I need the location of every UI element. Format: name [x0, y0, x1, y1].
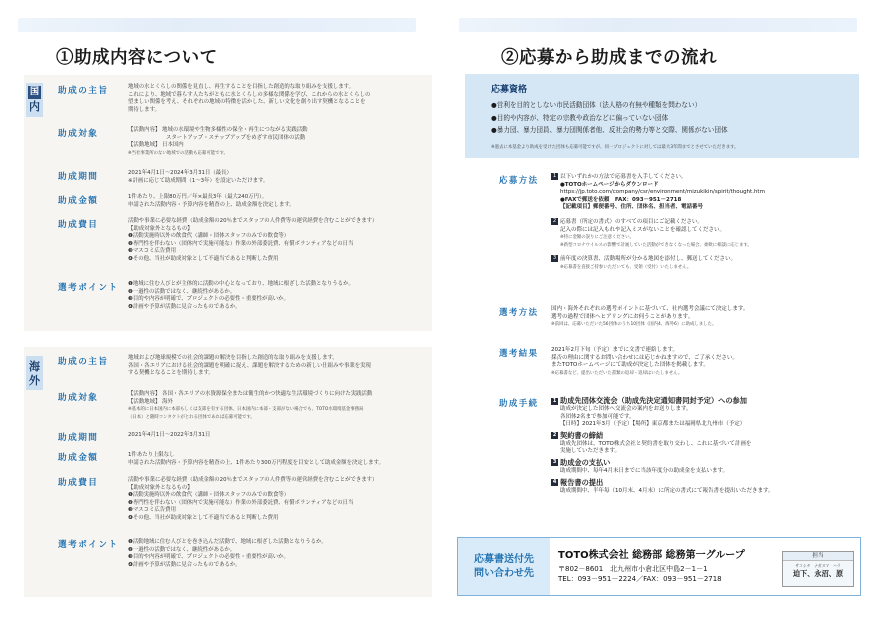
domestic-tag: 内 [29, 100, 40, 113]
domestic-hiyo: 活動や事業に必要な経費（助成金額の20％までスタッフの人件費等の運営経費を含むことができます） 【助成対象外となるもの】 ❶活動実施時以外の飲食代（講師・団体スタッフのみでの飲食等） ❷専門性を伴わない（団体内で実施可能な）作業の外部委託費、有償ボランティアなどの日当 ❸マスコミ広告費用 ❹その他、当社が助成対象として不適当であると判断した費用 [128, 218, 378, 262]
domestic-taisho: 【活動内容】 地域の水環境や生物多様性の保全・再生につながる実践活動 スタートアップ・ステップアップをめざす市民団体の活動 【活動地域】 日本国内 ※当社事業所のない地域での活動も応募可能です。 [128, 127, 308, 156]
right-page [449, 0, 867, 618]
domestic-kingaku-label: 助成金額 [58, 196, 99, 206]
overseas-taisho: 【活動内容】 各国・各エリアの水資源保全または衛生的かつ快適な生活環境づくりに向けた実践活動 【活動地域】 海外 ※基本的に日本国内に本部もしくは支部を有する団体。日本国内に本部・支部がない場合でも、TOTO水環境基金事務局 （日本）と随時コンタクトがとれる団体であれば応募可能です。 [128, 391, 373, 420]
method-label: 応募方法 [499, 175, 539, 185]
domestic-hiyo-label: 助成費目 [58, 220, 99, 230]
overseas-kingaku-label: 助成金額 [58, 453, 99, 463]
overseas-shushi-label: 助成の主旨 [58, 357, 109, 367]
result-label: 選考結果 [499, 348, 539, 358]
qualification-note: ※過去に本基金より助成を受けた団体も応募可能ですが、同一プロジェクトに対しては最大3年間までとさせていただきます。 [491, 145, 739, 150]
overseas-taisho-label: 助成対象 [58, 393, 99, 403]
procedure-steps: 1 助成先団体交流会（助成先決定通知書同封予定）への参加 助成が決定した団体へ交流会の案内をお送りします。 各団体2名まで参加可能です。 【日時】2021年3月（予定）【場所】東京都または福岡県北九州市（予定） 2 契約書の締結 助成先団体は、TOTO株式会社と契約書を取り交わし、これに基づいて計画を 実施していただきます。 3 助成金の支払い 助成期間中、毎年4月末日までに当該年度分の助成金を支払います。 4 報告書の提出 助成期間中、半年毎（10月末、4月末）に所定の書式にて報告書を提出いただきます。 [552, 396, 774, 494]
page-title: ②応募から助成までの流れ [501, 48, 717, 68]
selection-method: 国内・海外それぞれの選考ポイントに基づいて、社内選考会議にて決定します。 選考の過程で団体へヒアリングにお伺うことがあります。 ※前回は、応募いただいた56団体のうち10団体（国内4、海外6）に助成しました。 [551, 306, 749, 328]
domestic-glyph: 国 [29, 87, 39, 97]
overseas-kikan: 2021年4月1日～2022年3月31日 [128, 432, 211, 438]
domestic-kikan-label: 助成期間 [58, 172, 99, 182]
overseas-kikan-label: 助成期間 [58, 433, 99, 443]
overseas-shushi: 地域および地球規模での社会的課題の解決を目指した創造的な取り組みを支援します。 各国・各エリアにおける社会的課題を明確に捉え、課題を解決するための新しい仕組みや事業を実現 する契機となることを期待します。 [128, 355, 371, 377]
qualification-items: ●営利を目的としない市民活動団体（法人格の有無や種類を問わない） ●目的や内容が、特定の宗教や政治などに偏っていない団体 ●暴力団、暴力団員、暴力団関係者他、反社会的勢力等と交際、関係がない団体 [491, 101, 728, 134]
contact-label: 応募書送付先 問い合わせ先 [458, 538, 550, 595]
decorative-band [18, 18, 416, 32]
overseas-hiyo-label: 助成費目 [58, 478, 99, 488]
domestic-point-label: 選考ポイント [58, 283, 119, 293]
overseas-kingaku: 1件あたり上限なし 申請された活動内容・予算内容を精査の上、1件あたり300万円程度を目安として助成金額を決定します。 [128, 452, 384, 466]
left-page [8, 0, 426, 618]
domestic-kingaku: 1件あたり、上限80万円／年×最長3年（最大240万円）。 申請された活動内容・予算内容を精査の上、助成金額を決定します。 [128, 194, 295, 208]
overseas-hiyo: 活動や事業に必要な経費（助成金額の20％までスタッフの人件費等の運営経費を含むことができます） 【助成対象外となるもの】 ❶活動実施時以外の飲食代（講師・団体スタッフのみでの飲食等） ❷専門性を伴わない（団体内で実施可能な）作業の外部委託費、有償ボランティアなどの日当 ❸マスコミ広告費用 ❹その他、当社が助成対象として不適当であると判断した費用 [128, 477, 378, 521]
domestic-tab [26, 83, 43, 117]
overseas-tab: 海外 [26, 356, 43, 390]
qualification-box [465, 74, 859, 158]
selection-method-label: 選考方法 [499, 307, 539, 317]
contact-box [457, 537, 861, 596]
procedure-label: 助成手続 [499, 398, 539, 408]
decorative-band [459, 18, 857, 32]
domestic-shushi-label: 助成の主旨 [58, 86, 109, 96]
method-steps: 1 以下いずれかの方法で応募書を入手してください。 ●TOTOホームページからダウンロード https://jp.toto.com/company/csr/environment/mizukikin/spirit/thought.htm ●FAXで郵送を依頼 FAX：093－951－2718 【記載項目】郵便番号、住所、団体名、担当者、電話番号 2 応募書（所定の書式）のすべての項目にご記載ください。 記入の際には記入もれや記入ミスがないことを確認してください。 ※特に金額の誤りにご注意ください。 ※新型コロナウイルスの影響で計画していた活動ができなくなった場合、柔軟に相談に応じます。 3 前年度の決算書、活動場所が分かる地図を添付し、郵送してください。 ※応募書を直接ご持参いただいても、受領（受付）いたしません。 [552, 173, 765, 270]
contact-org: TOTO株式会社 総務部 総務第一グループ [558, 550, 745, 561]
page-title: ①助成内容について [56, 48, 218, 68]
domestic-shushi: 地域の水とくらしの関係を見直し、再生することを目指した創造的な取り組みを支援します。 これにより、地域で暮らす人たちがともに水とくらしの多様な関係を学び、これからの水とくらしの 望ましい関係を考え、それぞれの地域の特徴を活かした、新しい文化を創り出す契機となることを 期待します。 [128, 84, 371, 113]
overseas-points: ❶活動地域に住む人びとを巻き込んだ活動で、地域に根ざした活動となりうるか。 ❷一過性の活動ではなく、継続性があるか。 ❸目的や内容が明確で、プロジェクトの必要性・重要性が高いか。 ❹計画や予算が活動に見合ったものであるか。 [128, 539, 327, 568]
qualification-heading: 応募資格 [491, 85, 528, 95]
contact-address: 〒802－8601 北九州市小倉北区中島2－1－1 TEL：093－951－2224／FAX：093－951－2718 [558, 565, 722, 583]
result-text: 2021年2月下旬（予定）までに文書で連絡します。 採否の理由に関するお問い合わせには応じかねますので、ご了承ください。 またTOTOホームページにて助成が決定した団体を掲載します。 ※応募書など、提出いただいた書類の返却・返却はいたしません。 [551, 347, 738, 376]
domestic-taisho-label: 助成対象 [58, 129, 99, 139]
domestic-points: ❶地域に住む人びとが主体的に活動の中心となっており、地域に根ざした活動となりうるか。 ❷一過性の活動ではなく、継続性があるか。 ❸目的や内容が明確で、プロジェクトの必要性・重要性が高いか。 ❹計画や予算が活動に見合ったものであるか。 [128, 281, 354, 310]
overseas-point-label: 選考ポイント [58, 540, 119, 550]
domestic-kikan: 2021年4月1日～2024年3月31日（最長） ※計画に応じて助成期間（1～3年）を設定いただけます。 [128, 170, 269, 184]
contact-persons: 担当 サコシタ ナガヌマ ハラ 迫下、永沼、原 [782, 551, 854, 587]
